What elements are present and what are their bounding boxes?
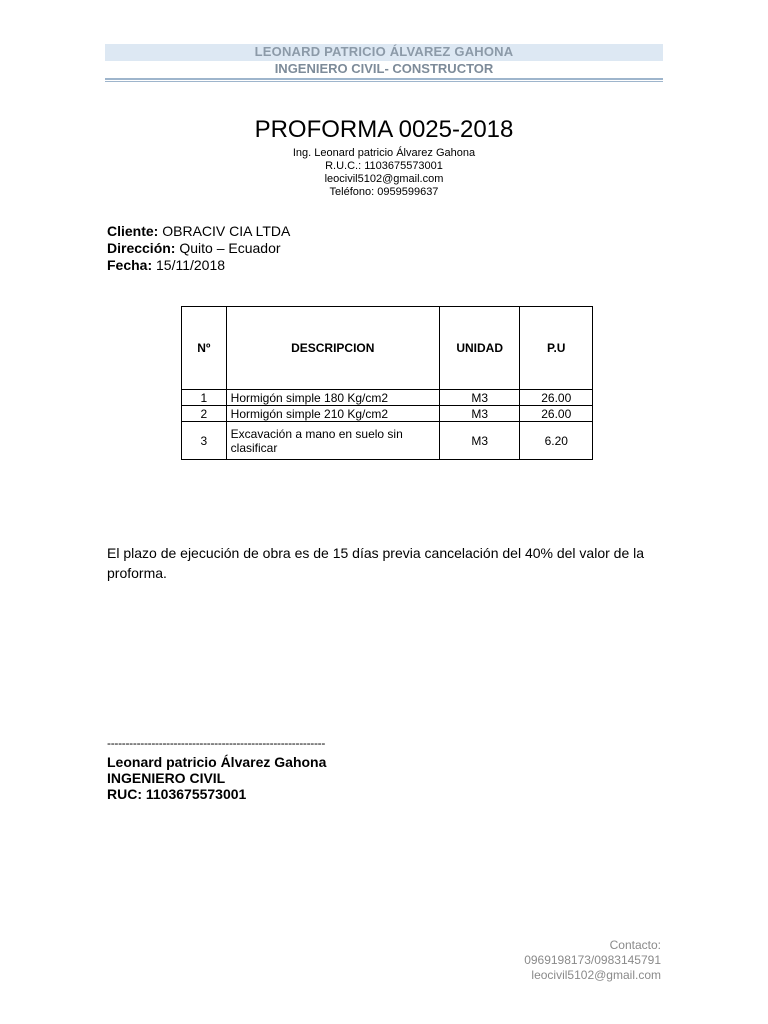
signature-title: INGENIERO CIVIL: [107, 770, 226, 786]
header-title: INGENIERO CIVIL- CONSTRUCTOR: [274, 61, 494, 76]
terms-paragraph: El plazo de ejecución de obra es de 15 días previa cancelación del 40% del valor de la proforma.: [107, 545, 645, 581]
row-num: 3: [182, 422, 227, 460]
signature-ruc: RUC: 1103675573001: [107, 786, 247, 802]
table-header-row: [182, 307, 593, 390]
contact-block: [524, 938, 661, 983]
row-unit: M3: [439, 422, 520, 460]
contact-label: Contacto:: [609, 938, 661, 952]
row-description: Hormigón simple 210 Kg/cm2: [226, 406, 439, 422]
client-row: [107, 223, 290, 240]
signature-line: -----------------------------------------------------------: [107, 736, 326, 750]
header-num: Nº: [182, 307, 227, 390]
contact-phones: 0969198173/0983145791: [524, 953, 661, 967]
proforma-title: PROFORMA 0025-2018: [254, 116, 514, 143]
header-name: LEONARD PATRICIO ÁLVAREZ GAHONA: [254, 44, 514, 59]
header-unit-price: P.U: [520, 307, 593, 390]
table-row: [182, 390, 593, 406]
row-unit-price: 6.20: [520, 422, 593, 460]
row-unit: M3: [439, 390, 520, 406]
header-description: DESCRIPCION: [226, 307, 439, 390]
contact-email: leocivil5102@gmail.com: [531, 968, 661, 982]
address-row: [107, 240, 290, 257]
header-unit: UNIDAD: [439, 307, 520, 390]
issuer-phone: Teléfono: 0959599637: [329, 186, 439, 198]
price-table: [181, 306, 593, 460]
signature-block: [107, 754, 326, 802]
issuer-email: leocivil5102@gmail.com: [324, 173, 444, 185]
row-unit: M3: [439, 406, 520, 422]
client-label: Cliente:: [107, 223, 159, 239]
row-description: Excavación a mano en suelo sin clasificar: [226, 422, 439, 460]
row-unit-price: 26.00: [520, 406, 593, 422]
address-label: Dirección:: [107, 240, 176, 256]
header-divider: [105, 78, 663, 82]
client-block: [107, 223, 290, 274]
signature-name: Leonard patricio Álvarez Gahona: [107, 754, 327, 770]
date-row: [107, 257, 290, 274]
table-row: [182, 406, 593, 422]
date-value: 15/11/2018: [152, 257, 226, 273]
address-value: Quito – Ecuador: [175, 240, 281, 256]
issuer-block: [0, 147, 768, 199]
date-label: Fecha:: [107, 257, 153, 273]
row-num: 1: [182, 390, 227, 406]
row-num: 2: [182, 406, 227, 422]
row-unit-price: 26.00: [520, 390, 593, 406]
issuer-ruc: R.U.C.: 1103675573001: [325, 160, 443, 172]
issuer-name: Ing. Leonard patricio Álvarez Gahona: [292, 147, 476, 159]
table-row: [182, 422, 593, 460]
client-value: OBRACIV CIA LTDA: [158, 223, 291, 239]
row-description: Hormigón simple 180 Kg/cm2: [226, 390, 439, 406]
